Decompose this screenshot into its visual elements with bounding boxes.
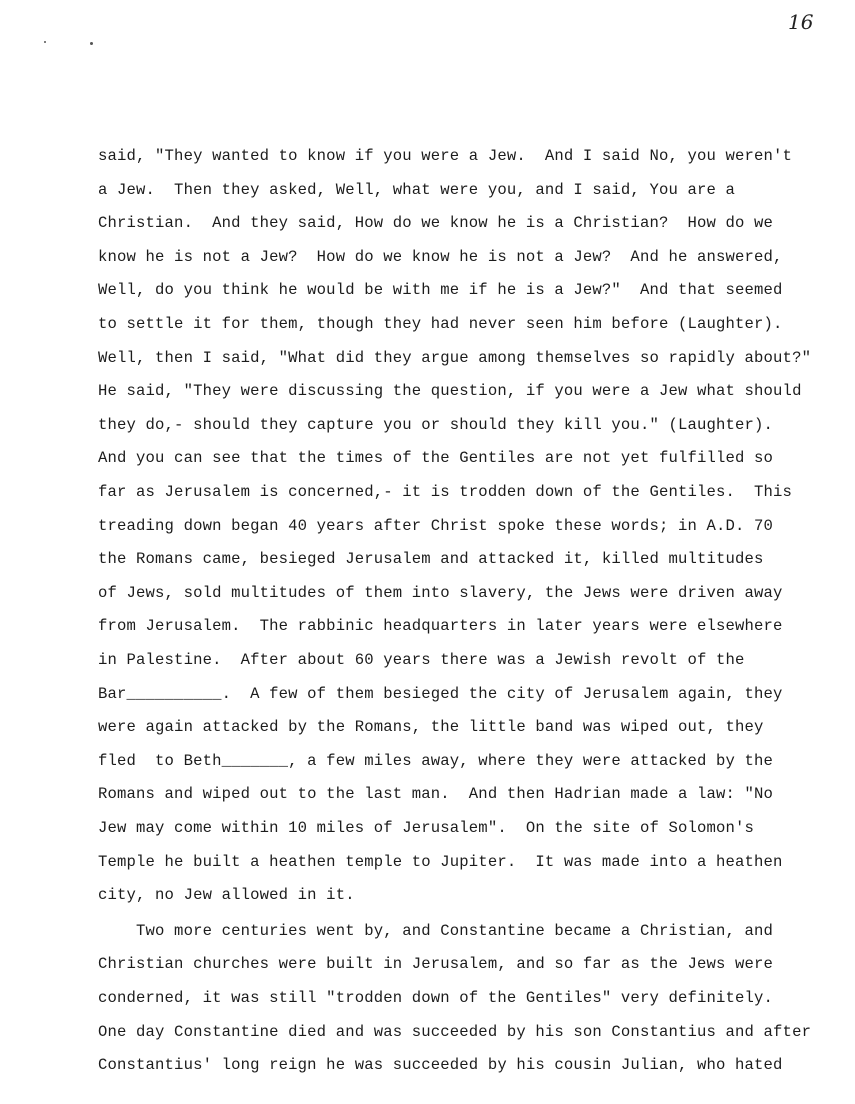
text-line: Well, do you think he would be with me if he is a Jew?" And that seemed (98, 281, 783, 300)
text-line: And you can see that the times of the Gentiles are not yet fulfilled so (98, 449, 774, 468)
text-line: far as Jerusalem is concerned,- it is trodden down of the Gentiles. This (98, 483, 793, 501)
text-line: Two more centuries went by, and Constantine became a Christian, and (98, 921, 774, 940)
text-line: One day Constantine died and was succeeded by his son Constantius and after (98, 1022, 812, 1041)
text-line: conderned, it was still "trodden down of the Gentiles" very definitely. (98, 989, 774, 1007)
page-number: 16 (788, 10, 814, 34)
text-line: the Romans came, besieged Jerusalem and attacked it, killed multitudes (98, 550, 764, 569)
text-line: were again attacked by the Romans, the little band was wiped out, they (98, 718, 764, 737)
scan-speck (90, 42, 93, 45)
scan-speck (44, 41, 46, 43)
text-line: Jew may come within 10 miles of Jerusalem". On the site of Solomon's (98, 819, 755, 837)
text-line: city, no Jew allowed in it. (98, 886, 355, 905)
text-line: Constantius' long reign he was succeeded by his cousin Julian, who hated (98, 1056, 783, 1075)
text-line: Romans and wiped out to the last man. And then Hadrian made a law: "No (98, 785, 774, 804)
text-line: know he is not a Jew? How do we know he is not a Jew? And he answered, (98, 247, 783, 266)
text-line: to settle it for them, though they had never seen him before (Laughter). (98, 315, 783, 333)
text-line: Bar__________. A few of them besieged the city of Jerusalem again, they (98, 684, 783, 703)
text-line: of Jews, sold multitudes of them into slavery, the Jews were driven away (98, 583, 783, 602)
text-line: said, "They wanted to know if you were a Jew. And I said No, you weren't (98, 147, 793, 165)
text-line: fled to Beth_______, a few miles away, where they were attacked by the (98, 751, 774, 770)
text-line: in Palestine. After about 60 years there was a Jewish revolt of the (98, 651, 745, 669)
text-line: a Jew. Then they asked, Well, what were you, and I said, You are a (98, 180, 736, 199)
text-line: Christian churches were built in Jerusalem, and so far as the Jews were (98, 955, 774, 974)
text-line: He said, "They were discussing the question, if you were a Jew what should (98, 382, 802, 401)
text-line: from Jerusalem. The rabbinic headquarters in later years were elsewhere (98, 617, 783, 636)
text-line: Christian. And they said, How do we know he is a Christian? How do we (98, 214, 774, 233)
text-line: treading down began 40 years after Christ spoke these words; in A.D. 70 (98, 516, 774, 535)
text-line: they do,- should they capture you or should they kill you." (Laughter). (98, 415, 774, 434)
text-line: Temple he built a heathen temple to Jupiter. It was made into a heathen (98, 852, 783, 871)
text-line: Well, then I said, "What did they argue among themselves so rapidly about?" (98, 348, 812, 367)
